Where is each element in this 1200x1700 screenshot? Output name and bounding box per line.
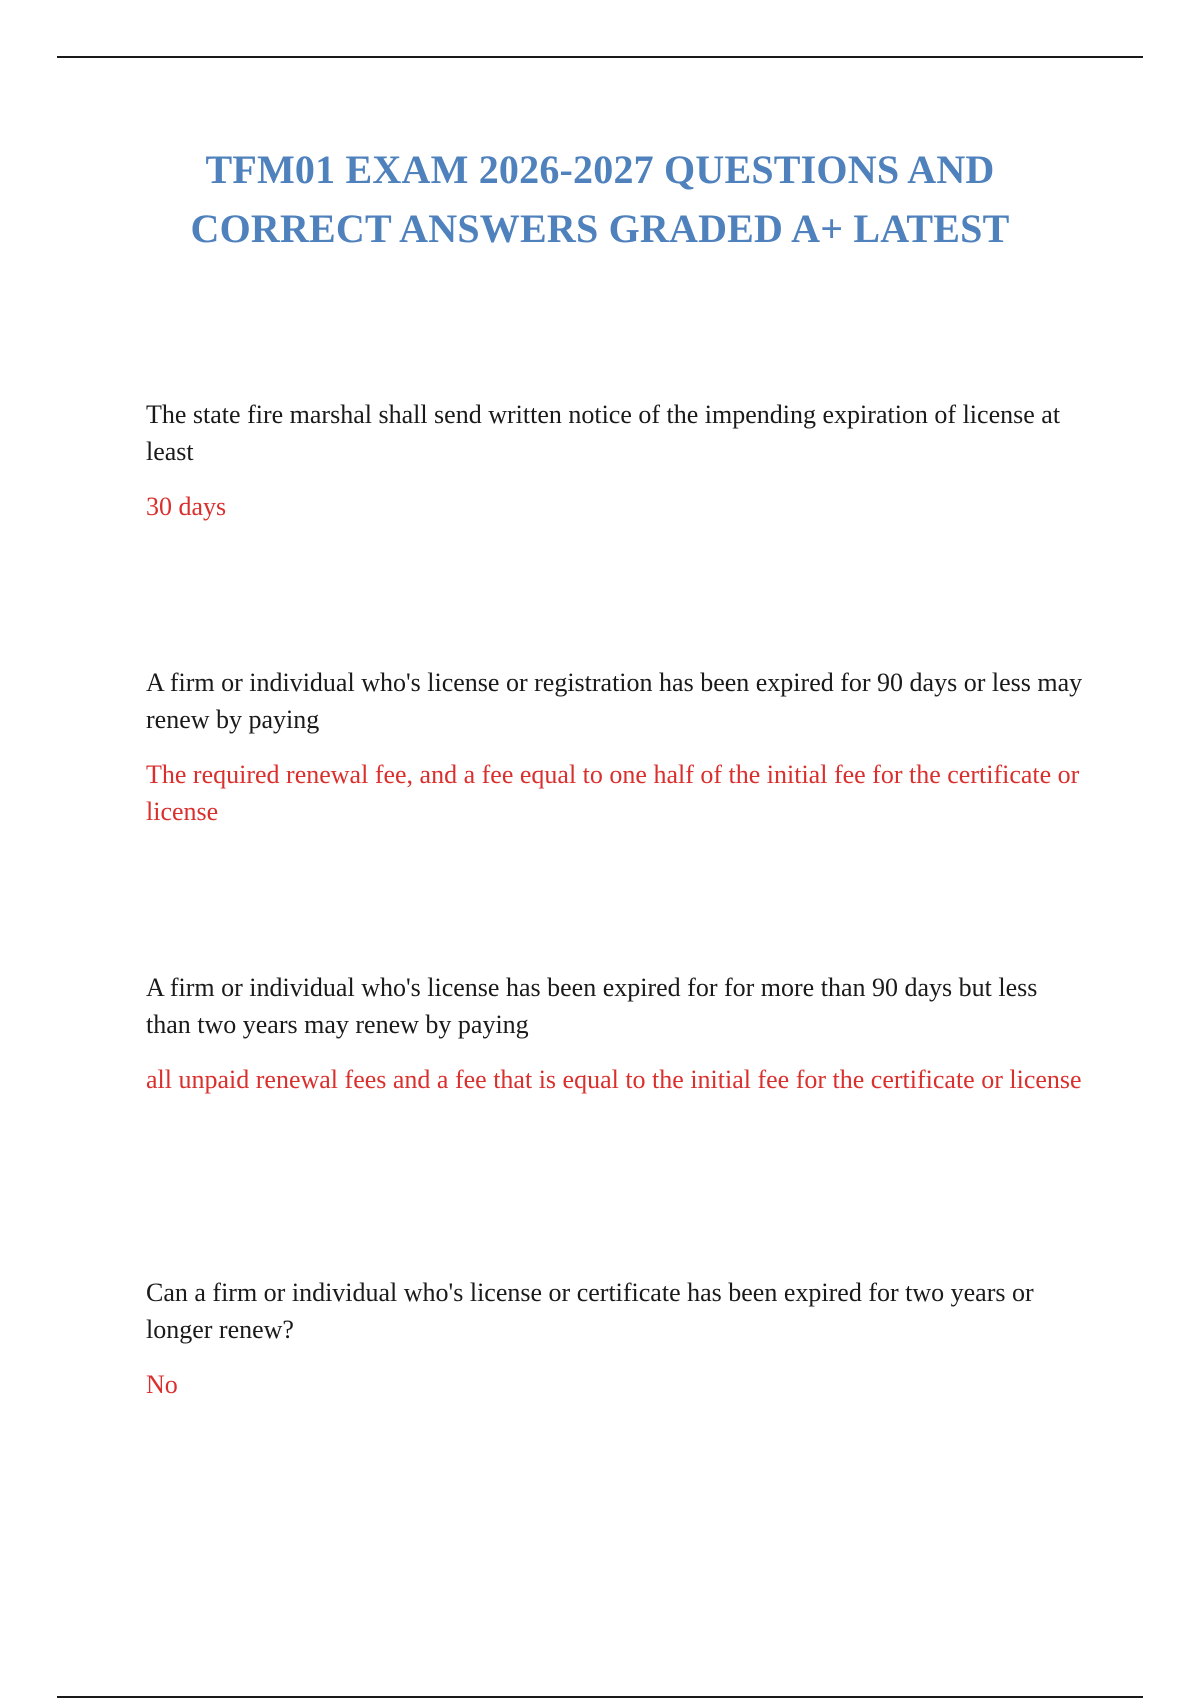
question-text: Can a firm or individual who's license or certificate has been expired for two years or longer renew? <box>146 1278 1034 1344</box>
answer-text: The required renewal fee, and a fee equal to one half of the initial fee for the certificate or license <box>146 760 1080 826</box>
answer-text: 30 days <box>146 492 227 521</box>
qa-item <box>146 1274 1086 1403</box>
qa-item <box>146 969 1086 1098</box>
answer-text: all unpaid renewal fees and a fee that is equal to the initial fee for the certificate or license <box>146 1065 1082 1094</box>
question-text: The state fire marshal shall send written notice of the impending expiration of license at least <box>146 400 1061 466</box>
question-text: A firm or individual who's license has been expired for for more than 90 days but less than two years may renew by paying <box>146 973 1038 1039</box>
answer-text: No <box>146 1370 178 1399</box>
footer-rule <box>57 1696 1143 1698</box>
document-title: TFM01 EXAM 2026-2027 QUESTIONS AND CORRECT ANSWERS GRADED A+ LATEST <box>190 147 1010 251</box>
header-rule <box>57 56 1143 58</box>
qa-item <box>146 664 1086 830</box>
qa-item <box>146 396 1086 525</box>
question-text: A firm or individual who's license or registration has been expired for 90 days or less may renew by paying <box>146 668 1083 734</box>
